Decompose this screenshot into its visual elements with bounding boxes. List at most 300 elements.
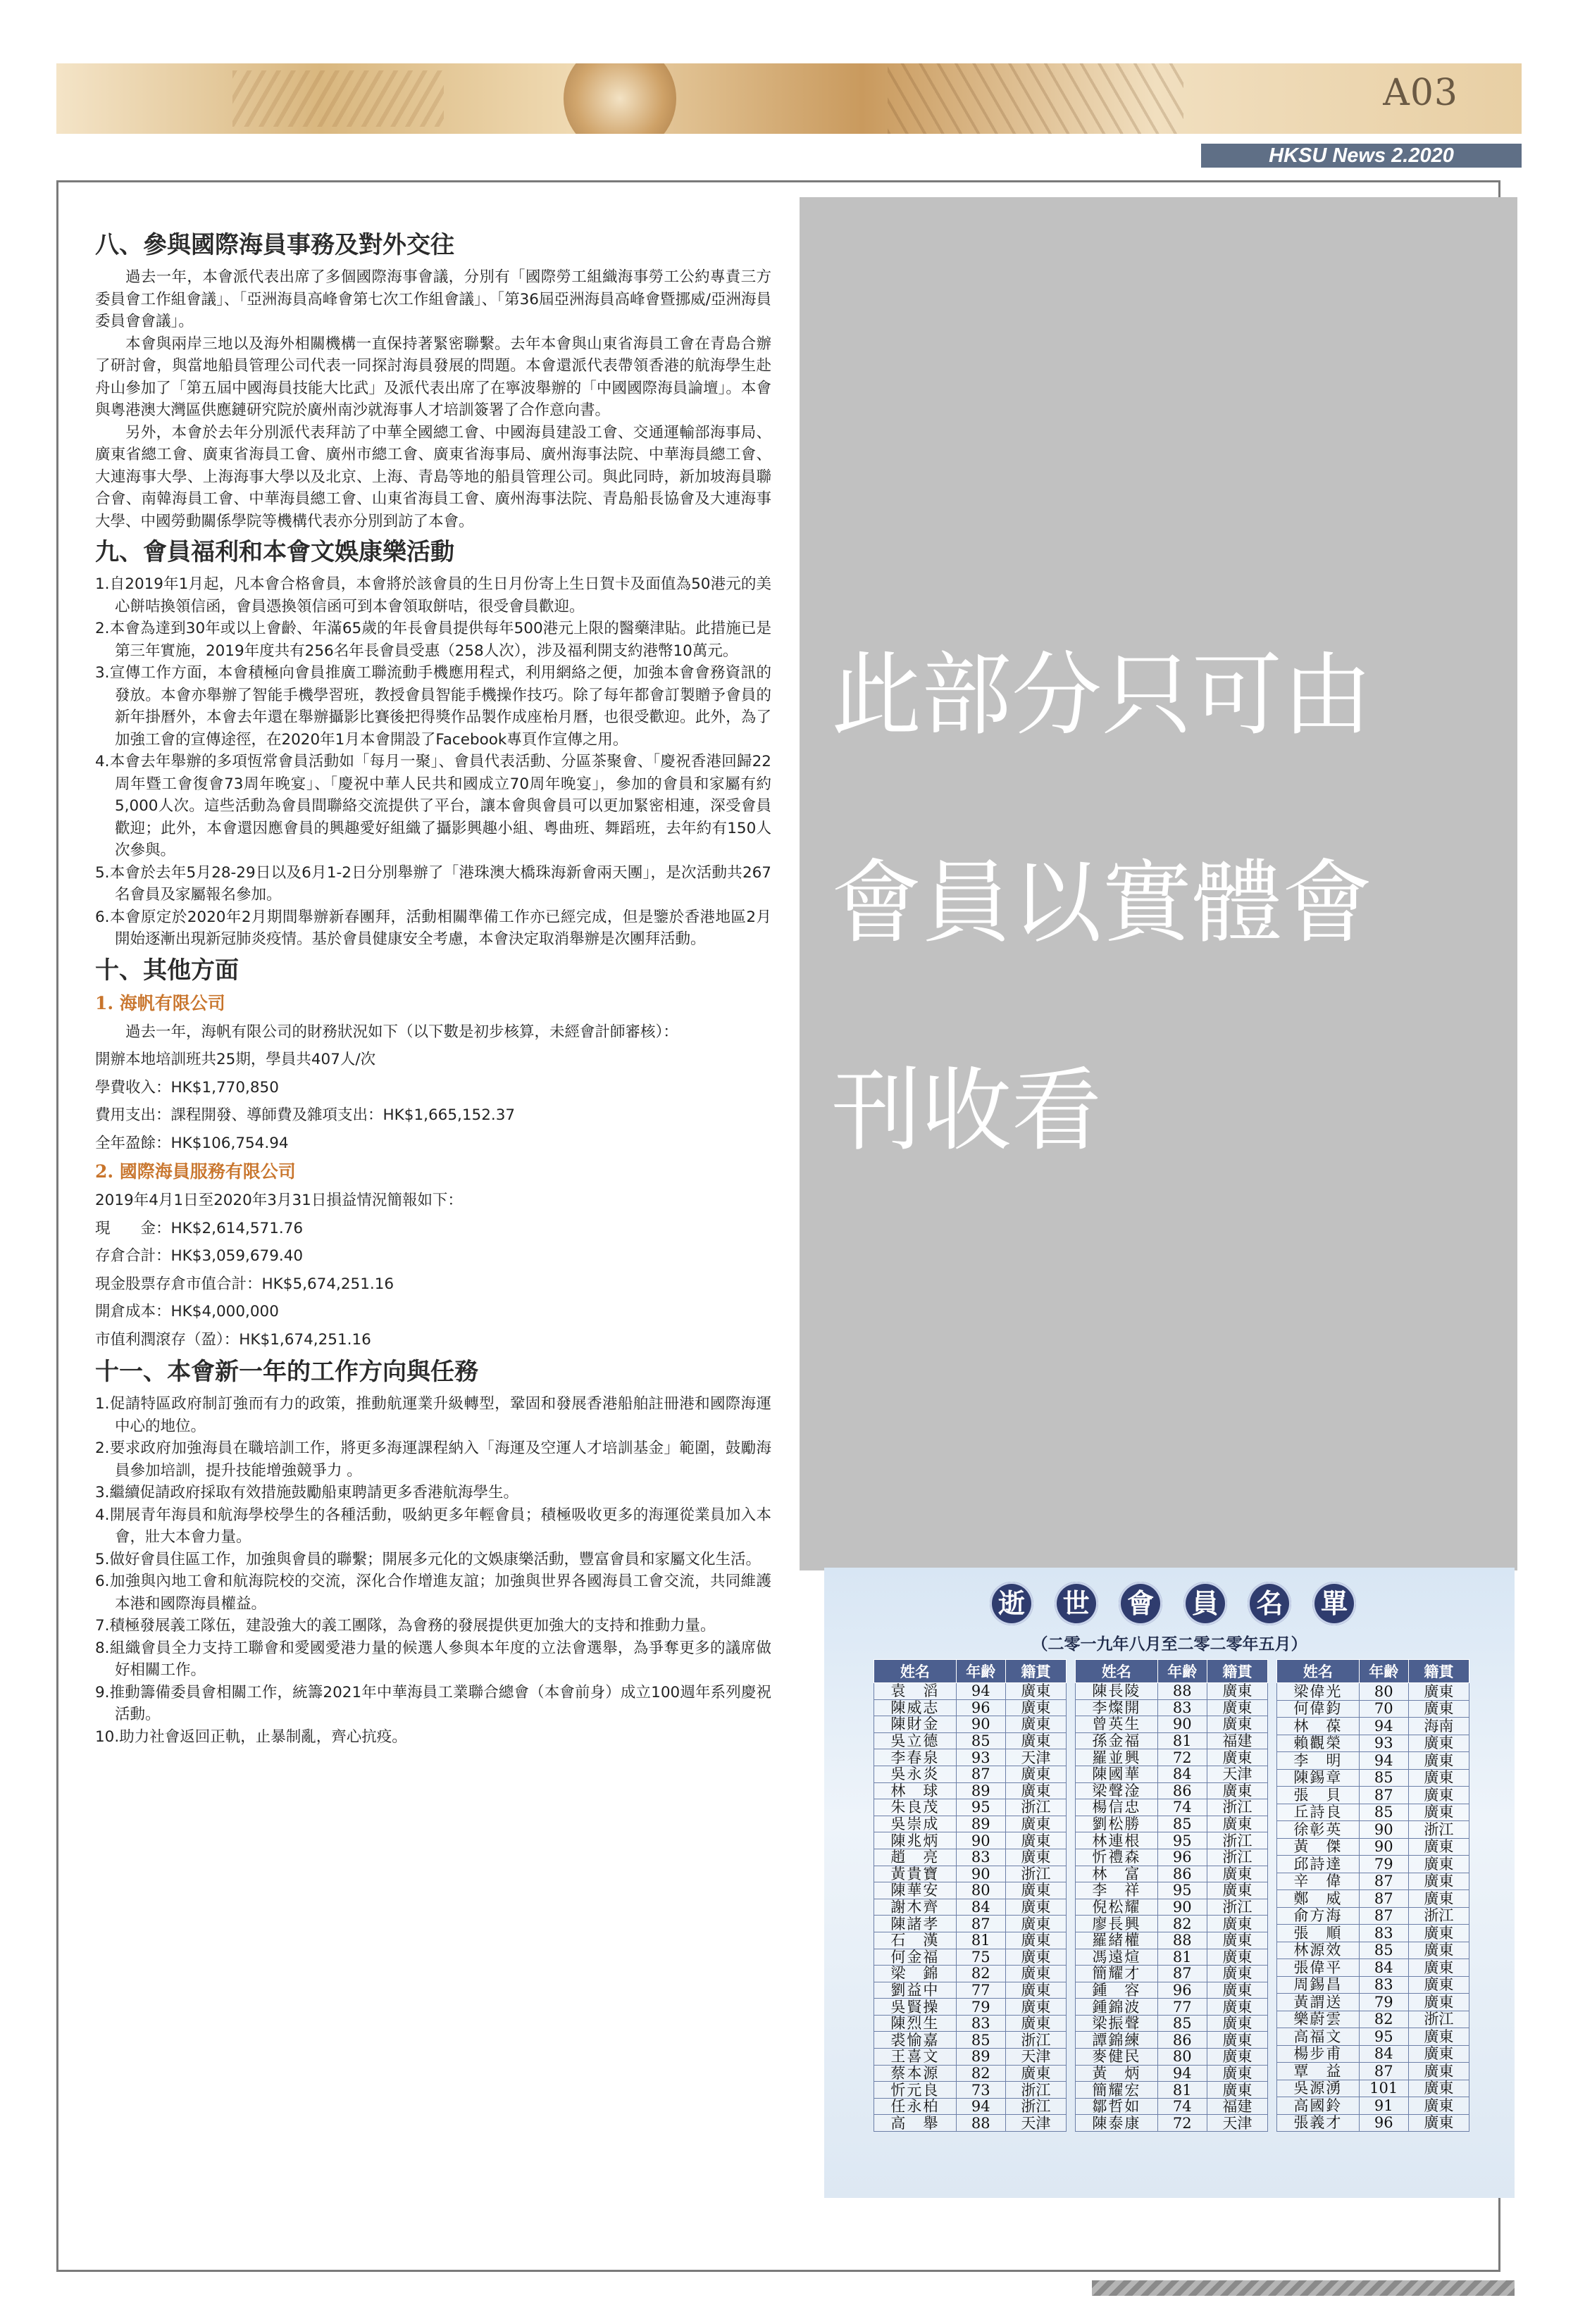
member-age: 87	[956, 1916, 1005, 1932]
table-row	[1277, 2114, 1469, 2132]
member-origin: 廣東	[1408, 1787, 1469, 1804]
member-name: 簡耀才	[1076, 1966, 1158, 1982]
member-name: 陳烈生	[874, 2015, 957, 2032]
table-row	[1076, 2032, 1268, 2049]
member-name: 忻禮森	[1076, 1849, 1158, 1866]
member-origin: 廣東	[1207, 2032, 1267, 2049]
member-origin: 廣東	[1408, 2097, 1469, 2115]
member-origin: 廣東	[1005, 1932, 1066, 1949]
member-name: 賴觀榮	[1277, 1735, 1360, 1752]
member-age: 84	[1359, 2045, 1408, 2063]
member-origin: 海南	[1408, 1718, 1469, 1735]
member-origin: 廣東	[1408, 1873, 1469, 1890]
section-9-item: 4.本會去年舉辦的多項恆常會員活動如「每月一聚」、會員代表活動、分區茶聚會、「慶祝香港回歸22周年暨工會復會73周年晚宴」、「慶祝中華人民共和國成立70周年晚宴」，參加的會員和家屬有約5,000人次。這些活動為會員間聯絡交流提供了平台，讓本會與會員可以更加緊密相連，深受會員歡迎；此外，本會還因應會員的興趣愛好組織了攝影興趣小組、粵曲班、舞蹈班，去年約有150人次參與。	[95, 753, 771, 859]
member-age: 94	[1359, 1718, 1408, 1735]
member-age: 85	[1157, 1816, 1207, 1832]
section-8-paragraph: 過去一年，本會派代表出席了多個國際海事會議，分別有「國際勞工組織海事勞工公約專責三方委員會工作組會議」、「亞洲海員高峰會第七次工作組會議」、「第36屆亞洲海員高峰會暨挪威/亞洲海員委員會會議」。	[95, 268, 771, 330]
member-age: 83	[956, 1849, 1005, 1866]
title-char: 名	[1248, 1582, 1291, 1625]
member-name: 趙 亮	[874, 1849, 957, 1866]
member-origin: 廣東	[1207, 1882, 1267, 1899]
table-row	[1277, 1700, 1469, 1718]
member-name: 羅緒權	[1076, 1932, 1158, 1949]
table-row	[1277, 1942, 1469, 1959]
member-origin: 浙江	[1005, 2032, 1066, 2049]
member-origin: 浙江	[1207, 1899, 1267, 1916]
subsection-title: 1. 海帆有限公司	[95, 992, 225, 1013]
table-row	[874, 1949, 1067, 1966]
table-row	[1277, 1752, 1469, 1770]
member-age: 90	[1157, 1716, 1207, 1733]
member-age: 85	[1157, 2015, 1207, 2032]
column-header: 年齡	[956, 1660, 1005, 1683]
member-origin: 廣東	[1408, 1994, 1469, 2011]
member-name: 黃貴寶	[874, 1866, 957, 1882]
member-name: 覃 益	[1277, 2063, 1360, 2080]
table-row	[874, 1999, 1067, 2016]
newsletter-label: HKSU News 2.2020	[1201, 144, 1522, 168]
member-origin: 廣東	[1005, 1832, 1066, 1849]
member-name: 陳財金	[874, 1716, 957, 1733]
table-row	[1076, 1949, 1268, 1966]
title-char: 逝	[990, 1582, 1033, 1625]
member-age: 95	[1359, 2028, 1408, 2046]
member-age: 79	[1359, 1994, 1408, 2011]
member-origin: 廣東	[1408, 2080, 1469, 2097]
table-row	[874, 2115, 1067, 2132]
table-row	[874, 1832, 1067, 1849]
member-origin: 浙江	[1005, 1799, 1066, 1816]
title-char: 員	[1183, 1582, 1227, 1625]
member-name: 羅並興	[1076, 1749, 1158, 1766]
section-11-item: 7.積極發展義工隊伍，建設強大的義工團隊，為會務的發展提供更加強大的支持和推動力量。	[95, 1617, 716, 1635]
section-9-item: 1.自2019年1月起，凡本會合格會員，本會將於該會員的生日月份寄上生日賀卡及面值為50港元的美心餅咭換領信函，會員憑換領信函可到本會領取餅咭，很受會員歡迎。	[95, 575, 771, 616]
member-origin: 浙江	[1408, 1907, 1469, 1925]
member-name: 高國鈴	[1277, 2097, 1360, 2115]
member-name: 陳長陵	[1076, 1683, 1158, 1700]
member-name: 劉益中	[874, 1982, 957, 1999]
member-origin: 廣東	[1408, 1925, 1469, 1942]
member-age: 86	[1157, 1782, 1207, 1799]
member-name: 林 葆	[1277, 1718, 1360, 1735]
table-row	[1277, 1856, 1469, 1873]
member-name: 楊步甫	[1277, 2045, 1360, 2063]
member-origin: 天津	[1207, 1766, 1267, 1782]
member-origin: 廣東	[1408, 1683, 1469, 1701]
table-row	[874, 1816, 1067, 1832]
member-age: 94	[1157, 2065, 1207, 2082]
members-only-overlay	[800, 197, 1517, 1570]
table-row	[874, 2082, 1067, 2099]
member-age: 91	[1359, 2097, 1408, 2115]
member-age: 87	[1157, 1966, 1207, 1982]
member-name: 何偉鈞	[1277, 1700, 1360, 1718]
member-name: 黃謂送	[1277, 1994, 1360, 2011]
member-age: 95	[956, 1799, 1005, 1816]
member-age: 73	[956, 2082, 1005, 2099]
finance-line: 2019年4月1日至2020年3月31日損益情況簡報如下：	[95, 1192, 463, 1209]
member-name: 吳崇成	[874, 1816, 957, 1832]
finance-line: 開倉成本：HK$4,000,000	[95, 1303, 279, 1320]
table-row	[1076, 1849, 1268, 1866]
table-row	[1076, 2015, 1268, 2032]
page-number: A03	[1383, 72, 1458, 114]
member-age: 72	[1157, 2115, 1207, 2132]
table-row	[1076, 2065, 1268, 2082]
member-age: 86	[1157, 2032, 1207, 2049]
member-name: 鄭 威	[1277, 1890, 1360, 1908]
table-row	[1277, 1959, 1469, 1977]
member-name: 林連根	[1076, 1832, 1158, 1849]
member-origin: 廣東	[1207, 2065, 1267, 2082]
member-name: 吳永炎	[874, 1766, 957, 1782]
member-origin: 廣東	[1005, 1732, 1066, 1749]
table-row	[1277, 1907, 1469, 1925]
obituary-panel	[824, 1568, 1515, 2198]
table-row	[1076, 2082, 1268, 2099]
member-origin: 廣東	[1207, 1683, 1267, 1700]
table-row	[1076, 1782, 1268, 1799]
section-11-item: 8.組織會員全力支持工聯會和愛國愛港力量的候選人參與本年度的立法會選舉，為爭奪更多的議席做好相關工作。	[95, 1639, 771, 1679]
member-age: 85	[956, 1732, 1005, 1749]
article-column	[95, 225, 771, 1748]
member-origin: 廣東	[1408, 1856, 1469, 1873]
member-origin: 廣東	[1005, 1716, 1066, 1733]
member-origin: 廣東	[1005, 1916, 1066, 1932]
table-row	[1076, 1683, 1268, 1700]
member-name: 徐彰英	[1277, 1821, 1360, 1839]
member-age: 80	[956, 1882, 1005, 1899]
member-name: 曾英生	[1076, 1716, 1158, 1733]
member-origin: 廣東	[1408, 1838, 1469, 1856]
member-name: 吳立德	[874, 1732, 957, 1749]
table-row	[874, 2015, 1067, 2032]
section-11-item: 5.做好會員住區工作，加強與會員的聯繫；開展多元化的文娛康樂活動，豐富會員和家屬文化生活。	[95, 1550, 762, 1568]
member-origin: 廣東	[1207, 1699, 1267, 1716]
section-11-item: 3.繼續促請政府採取有效措施鼓勵船東聘請更多香港航海學生。	[95, 1484, 519, 1501]
member-age: 87	[1359, 2063, 1408, 2080]
member-age: 88	[1157, 1683, 1207, 1700]
member-name: 梁 錦	[874, 1966, 957, 1982]
obituary-table-2	[1075, 1659, 1268, 2132]
member-name: 劉松勝	[1076, 1816, 1158, 1832]
table-row	[1277, 1787, 1469, 1804]
member-origin: 天津	[1005, 2115, 1066, 2132]
member-name: 林 球	[874, 1782, 957, 1799]
member-age: 84	[1157, 1766, 1207, 1782]
table-row	[874, 1866, 1067, 1882]
member-age: 96	[1157, 1849, 1207, 1866]
table-row	[1076, 1866, 1268, 1882]
member-origin: 廣東	[1207, 1999, 1267, 2016]
member-age: 85	[956, 2032, 1005, 2049]
table-row	[1277, 1994, 1469, 2011]
member-age: 84	[956, 1899, 1005, 1916]
member-origin: 廣東	[1408, 1942, 1469, 1959]
member-origin: 廣東	[1207, 1816, 1267, 1832]
member-age: 90	[1359, 1821, 1408, 1839]
member-origin: 廣東	[1005, 1882, 1066, 1899]
member-age: 79	[956, 1999, 1005, 2016]
table-row	[1076, 2098, 1268, 2115]
member-origin: 浙江	[1408, 1821, 1469, 1839]
member-age: 80	[1157, 2049, 1207, 2066]
section-11-title: 十一、本會新一年的工作方向與任務	[95, 1358, 478, 1386]
member-age: 84	[1359, 1959, 1408, 1977]
section-9-item: 6.本會原定於2020年2月期間舉辦新春團拜，活動相關準備工作亦已經完成，但是鑒於香港地區2月開始逐漸出現新冠肺炎疫情。基於會員健康安全考慮，本會決定取消舉辦是次團拜活動。	[95, 908, 771, 948]
column-header: 籍貫	[1408, 1660, 1469, 1683]
table-row	[874, 1699, 1067, 1716]
table-row	[1277, 1769, 1469, 1787]
member-age: 87	[956, 1766, 1005, 1782]
member-age: 85	[1359, 1769, 1408, 1787]
table-row	[1277, 1925, 1469, 1942]
table-row	[1076, 1999, 1268, 2016]
table-row	[874, 1766, 1067, 1782]
column-header: 姓名	[1076, 1660, 1158, 1683]
section-9-item: 5.本會於去年5月28-29日以及6月1-2日分別舉辦了「港珠澳大橋珠海新會兩天團」，是次活動共267名會員及家屬報名參加。	[95, 863, 771, 904]
member-age: 79	[1359, 1856, 1408, 1873]
column-header: 籍貫	[1005, 1660, 1066, 1683]
member-origin: 天津	[1005, 2049, 1066, 2066]
table-row	[1076, 2049, 1268, 2066]
member-name: 蔡本源	[874, 2065, 957, 2082]
table-row	[874, 1982, 1067, 1999]
finance-line: 費用支出：課程開發、導師費及雜項支出：HK$1,665,152.37	[95, 1106, 516, 1124]
table-row	[1277, 2097, 1469, 2115]
member-name: 忻元良	[874, 2082, 957, 2099]
member-origin: 廣東	[1207, 1782, 1267, 1799]
member-origin: 廣東	[1207, 1916, 1267, 1932]
member-name: 俞方海	[1277, 1907, 1360, 1925]
member-age: 93	[956, 1749, 1005, 1766]
member-age: 88	[956, 2115, 1005, 2132]
member-age: 70	[1359, 1700, 1408, 1718]
section-11-item: 1.促請特區政府制訂強而有力的政策，推動航運業升級轉型，鞏固和發展香港船舶註冊港和國際海運中心的地位。	[95, 1395, 771, 1435]
member-name: 譚錦練	[1076, 2032, 1158, 2049]
member-origin: 廣東	[1005, 2065, 1066, 2082]
member-age: 89	[956, 1816, 1005, 1832]
member-name: 吳源湧	[1277, 2080, 1360, 2097]
obituary-tables	[874, 1659, 1472, 2132]
member-age: 93	[1359, 1735, 1408, 1752]
section-10-title: 十、其他方面	[95, 956, 239, 985]
table-row	[1076, 1832, 1268, 1849]
table-row	[874, 1782, 1067, 1799]
section-8-title: 八、參與國際海員事務及對外交往	[95, 231, 454, 259]
member-age: 77	[956, 1982, 1005, 1999]
table-row	[1076, 1982, 1268, 1999]
member-age: 74	[1157, 1799, 1207, 1816]
table-row	[1076, 1799, 1268, 1816]
table-row	[874, 2049, 1067, 2066]
member-age: 88	[1157, 1932, 1207, 1949]
table-row	[874, 1716, 1067, 1733]
member-name: 梁聲淦	[1076, 1782, 1158, 1799]
table-row	[1076, 1932, 1268, 1949]
table-row	[1277, 2045, 1469, 2063]
member-age: 90	[956, 1832, 1005, 1849]
member-name: 丘詩良	[1277, 1804, 1360, 1821]
member-name: 陳錫章	[1277, 1769, 1360, 1787]
member-origin: 廣東	[1207, 1716, 1267, 1733]
member-age: 83	[1359, 1976, 1408, 1994]
notice-line: 刊收看	[831, 1058, 1102, 1163]
member-age: 81	[1157, 1949, 1207, 1966]
section-9-title: 九、會員福利和本會文娛康樂活動	[95, 538, 454, 566]
table-row	[874, 1932, 1067, 1949]
member-name: 張 貝	[1277, 1787, 1360, 1804]
member-origin: 廣東	[1207, 1949, 1267, 1966]
table-row	[1277, 1735, 1469, 1752]
member-name: 倪松耀	[1076, 1899, 1158, 1916]
member-origin: 浙江	[1005, 2098, 1066, 2115]
subsection-title: 2. 國際海員服務有限公司	[95, 1161, 296, 1182]
table-row	[1277, 2080, 1469, 2097]
table-row	[874, 1849, 1067, 1866]
section-11-item: 6.加強與內地工會和航海院校的交流，深化合作增進友誼；加強與世界各國海員工會交流，共同維護本港和國際海員權益。	[95, 1573, 771, 1613]
member-age: 83	[1359, 1925, 1408, 1942]
member-origin: 廣東	[1005, 2015, 1066, 2032]
member-name: 鍾錦波	[1076, 1999, 1158, 2016]
member-name: 裘愉嘉	[874, 2032, 957, 2049]
member-origin: 廣東	[1005, 1816, 1066, 1832]
member-age: 87	[1359, 1787, 1408, 1804]
member-age: 90	[956, 1716, 1005, 1733]
table-row	[1076, 1749, 1268, 1766]
member-age: 74	[1157, 2098, 1207, 2115]
member-name: 吳賢操	[874, 1999, 957, 2016]
section-8-paragraph: 另外，本會於去年分別派代表拜訪了中華全國總工會、中國海員建設工會、交通運輸部海事局、廣東省總工會、廣東省海員工會、廣州市總工會、廣東省海事局、廣州海事法院、中華海員總工會、大連海事大學、上海海事大學以及北京、上海、青島等地的船員管理公司。與此同時，新加坡海員聯合會、南韓海員工會、中華海員總工會、山東省海員工會、廣州海事法院、青島船長協會及大連海事大學、中國勞動關係學院等機構代表亦分別到訪了本會。	[95, 423, 771, 530]
member-origin: 廣東	[1408, 1959, 1469, 1977]
header-banner	[56, 63, 1522, 134]
member-name: 張偉平	[1277, 1959, 1360, 1977]
member-age: 72	[1157, 1749, 1207, 1766]
member-name: 張 順	[1277, 1925, 1360, 1942]
member-age: 90	[956, 1866, 1005, 1882]
table-row	[1076, 2115, 1268, 2132]
section-11-item: 2.要求政府加強海員在職培訓工作，將更多海運課程納入「海運及空運人才培訓基金」範圍，鼓勵海員參加培訓，提升技能增強競爭力 。	[95, 1439, 771, 1480]
member-origin: 廣東	[1408, 1769, 1469, 1787]
member-origin: 廣東	[1005, 1899, 1066, 1916]
member-name: 邱詩達	[1277, 1856, 1360, 1873]
member-origin: 浙江	[1207, 1799, 1267, 1816]
member-name: 陳諸孝	[874, 1916, 957, 1932]
member-origin: 福建	[1207, 1732, 1267, 1749]
table-row	[1277, 1718, 1469, 1735]
member-age: 83	[1157, 1699, 1207, 1716]
member-origin: 廣東	[1408, 1890, 1469, 1908]
member-age: 75	[956, 1949, 1005, 1966]
member-age: 83	[956, 2015, 1005, 2032]
finance-line: 現金股票存倉市值合計：HK$5,674,251.16	[95, 1275, 394, 1293]
member-name: 黃 炳	[1076, 2065, 1158, 2082]
section-11-item: 9.推動籌備委員會相關工作，統籌2021年中華海員工業聯合總會（本會前身）成立100週年系列慶祝活動。	[95, 1683, 771, 1723]
member-origin: 廣東	[1005, 1949, 1066, 1966]
member-name: 梁偉光	[1277, 1683, 1360, 1701]
member-name: 陳國華	[1076, 1766, 1158, 1782]
table-row	[874, 2032, 1067, 2049]
member-origin: 廣東	[1005, 1982, 1066, 1999]
member-name: 廖長興	[1076, 1916, 1158, 1932]
column-header: 年齡	[1359, 1660, 1408, 1683]
member-name: 任永柏	[874, 2098, 957, 2115]
section-11-item: 4.開展青年海員和航海學校學生的各種活動，吸納更多年輕會員；積極吸收更多的海運從業員加入本會，壯大本會力量。	[95, 1506, 771, 1546]
member-age: 80	[1359, 1683, 1408, 1701]
member-origin: 廣東	[1207, 1932, 1267, 1949]
table-row	[1277, 1804, 1469, 1821]
member-origin: 廣東	[1408, 1804, 1469, 1821]
member-age: 94	[956, 1683, 1005, 1700]
table-row	[874, 2065, 1067, 2082]
member-name: 陳泰康	[1076, 2115, 1158, 2132]
finance-line: 全年盈餘：HK$106,754.94	[95, 1134, 289, 1152]
table-row	[874, 1882, 1067, 1899]
title-char: 世	[1055, 1582, 1098, 1625]
member-origin: 廣東	[1005, 1966, 1066, 1982]
member-origin: 廣東	[1408, 1976, 1469, 1994]
compass-icon	[564, 63, 676, 134]
section-8-paragraph: 本會與兩岸三地以及海外相關機構一直保持著緊密聯繫。去年本會與山東省海員工會在青島合辦了研討會，與當地船員管理公司代表一同探討海員發展的問題。本會還派代表帶領香港的航海學生赴舟山參加了「第五屆中國海員技能大比武」及派代表出席了在寧波舉辦的「中國國際海員論壇」。本會與粵港澳大灣區供應鏈研究院於廣州南沙就海事人才培訓簽署了合作意向書。	[95, 335, 771, 419]
member-origin: 浙江	[1005, 2082, 1066, 2099]
member-age: 82	[956, 2065, 1005, 2082]
member-name: 袁 滔	[874, 1683, 957, 1700]
member-origin: 廣東	[1005, 1699, 1066, 1716]
member-age: 96	[1359, 2114, 1408, 2132]
member-name: 馮遠煊	[1076, 1949, 1158, 1966]
obituary-subtitle: （二零一九年八月至二零二零年五月）	[1031, 1635, 1307, 1654]
member-name: 何金福	[874, 1949, 957, 1966]
footer-stripe	[1092, 2280, 1515, 2296]
table-row	[1277, 1873, 1469, 1890]
member-age: 82	[1157, 1916, 1207, 1932]
member-origin: 廣東	[1207, 1966, 1267, 1982]
member-origin: 廣東	[1408, 2063, 1469, 2080]
member-name: 陳威志	[874, 1699, 957, 1716]
member-name: 謝木齊	[874, 1899, 957, 1916]
finance-line: 存倉合計：HK$3,059,679.40	[95, 1247, 304, 1265]
member-name: 陳兆炳	[874, 1832, 957, 1849]
member-age: 81	[1157, 1732, 1207, 1749]
member-name: 簡耀宏	[1076, 2082, 1158, 2099]
member-name: 周錫昌	[1277, 1976, 1360, 1994]
member-age: 95	[1157, 1832, 1207, 1849]
table-row	[1076, 1816, 1268, 1832]
member-age: 96	[956, 1699, 1005, 1716]
member-age: 85	[1359, 1942, 1408, 1959]
table-row	[1076, 1916, 1268, 1932]
member-origin: 廣東	[1408, 2028, 1469, 2046]
member-origin: 廣東	[1408, 1735, 1469, 1752]
notice-line: 此部分只可由	[831, 643, 1373, 748]
finance-line: 開辦本地培訓班共25期，學員共407人/次	[95, 1051, 376, 1068]
member-name: 李 明	[1277, 1752, 1360, 1770]
section-11-item: 10.助力社會返回正軌，止暴制亂，齊心抗疫。	[95, 1728, 407, 1746]
table-row	[1076, 1966, 1268, 1982]
column-header: 年齡	[1157, 1660, 1207, 1683]
member-name: 麥健民	[1076, 2049, 1158, 2066]
member-origin: 廣東	[1408, 2114, 1469, 2132]
member-name: 鍾 容	[1076, 1982, 1158, 1999]
table-row	[1076, 1899, 1268, 1916]
table-row	[1076, 1882, 1268, 1899]
column-header: 籍貫	[1207, 1660, 1267, 1683]
obituary-table-3	[1276, 1659, 1469, 2132]
obituary-table-1	[874, 1659, 1067, 2132]
title-char: 單	[1312, 1582, 1356, 1625]
member-name: 高福文	[1277, 2028, 1360, 2046]
member-origin: 天津	[1207, 2115, 1267, 2132]
